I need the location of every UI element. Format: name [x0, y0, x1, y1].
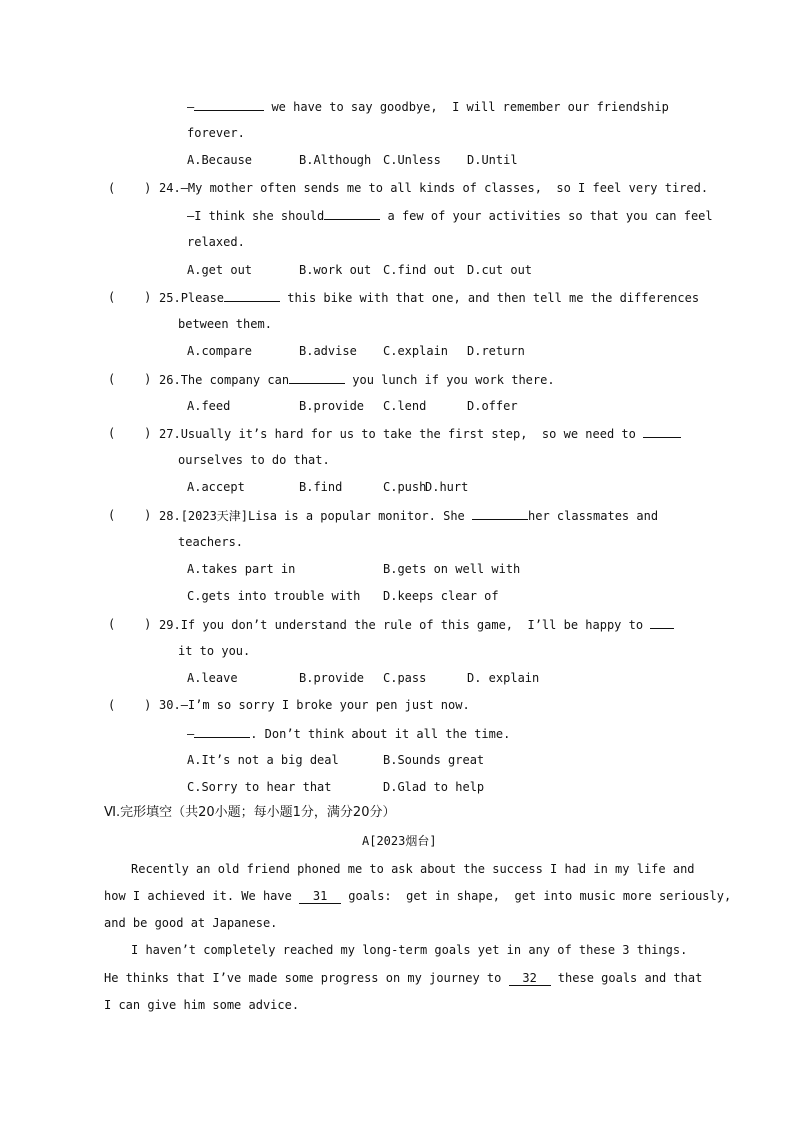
answer-bracket[interactable]: ( ) — [108, 181, 152, 195]
passage-line: and be good at Japanese. — [104, 916, 278, 930]
answer-bracket[interactable]: ( ) — [108, 426, 152, 440]
option-a: A.feed — [187, 399, 231, 413]
option-d: D.cut out — [467, 263, 533, 277]
option-a: A.leave — [187, 671, 238, 685]
q25-line2: between them. — [178, 317, 272, 331]
q23-dash: — — [187, 100, 195, 114]
q25-line1: 25.Please this bike with that one, and then tell me the differences — [159, 291, 700, 305]
cloze-blank-32[interactable]: 32 — [509, 971, 551, 986]
option-a: A.takes part in — [187, 562, 296, 576]
option-d: D. explain — [467, 671, 540, 685]
option-c: C.Sorry to hear that — [187, 780, 332, 794]
passage-line: He thinks that I’ve made some progress on my journey to 32 these goals and that — [104, 971, 703, 985]
option-c: C.push — [383, 480, 427, 494]
q27-line2: ourselves to do that. — [178, 453, 330, 467]
passage-line: how I achieved it. We have 31 goals: get in shape, get into music more seriously, — [104, 889, 732, 903]
option-a: A.accept — [187, 480, 245, 494]
answer-bracket[interactable]: ( ) — [108, 508, 152, 522]
option-a: A.It’s not a big deal — [187, 753, 339, 767]
option-b: B.Although — [299, 153, 372, 167]
q23-line2: forever. — [187, 126, 245, 140]
answer-bracket[interactable]: ( ) — [108, 698, 152, 712]
option-d: D.keeps clear of — [383, 589, 499, 603]
section-title: Ⅵ.完形填空（共20小题；每小题1分，满分20分） — [104, 805, 396, 820]
option-a: A.Because — [187, 153, 253, 167]
answer-blank — [650, 616, 674, 629]
q24-line1: 24.—My mother often sends me to all kinds of classes, so I feel very tired. — [159, 181, 709, 195]
question-number: 28. — [159, 509, 181, 523]
question-number: 29. — [159, 618, 181, 632]
answer-blank — [643, 425, 681, 438]
passage-line: I can give him some advice. — [104, 998, 300, 1012]
answer-blank — [324, 207, 380, 220]
answer-bracket[interactable]: ( ) — [108, 372, 152, 386]
q24-line2: —I think she should a few of your activities so that you can feel — [187, 209, 713, 223]
option-c: C.pass — [383, 671, 427, 685]
option-b: B.Sounds great — [383, 753, 485, 767]
option-d: D.offer — [467, 399, 518, 413]
question-number: 27. — [159, 427, 181, 441]
option-b: B.provide — [299, 671, 365, 685]
option-a: A.compare — [187, 344, 253, 358]
answer-bracket[interactable]: ( ) — [108, 617, 152, 631]
option-c: C.lend — [383, 399, 427, 413]
option-d: D.Until — [467, 153, 518, 167]
cloze-blank-31[interactable]: 31 — [299, 889, 341, 904]
option-d: D.Glad to help — [383, 780, 485, 794]
q28-line1: 28.[2023天津]Lisa is a popular monitor. She her classmates and — [159, 509, 659, 523]
option-b: B.provide — [299, 399, 365, 413]
passage-line: Recently an old friend phoned me to ask about the success I had in my life and — [131, 862, 695, 876]
answer-blank — [224, 289, 280, 302]
q28-line2: teachers. — [178, 535, 244, 549]
q23-line1 — [187, 98, 669, 115]
answer-blank — [289, 371, 345, 384]
answer-bracket[interactable]: ( ) — [108, 290, 152, 304]
q27-line1: 27.Usually it’s hard for us to take the first step, so we need to — [159, 425, 681, 442]
question-number: 24. — [159, 181, 181, 195]
q29-line1: 29.If you don’t understand the rule of this game, I’ll be happy to — [159, 616, 674, 633]
option-b: B.work out — [299, 263, 372, 277]
question-number: 30. — [159, 698, 181, 712]
answer-blank — [194, 98, 264, 111]
option-c: C.gets into trouble with — [187, 589, 361, 603]
q24-line3: relaxed. — [187, 235, 245, 249]
option-c: C.Unless — [383, 153, 441, 167]
q23-text: we have to say goodbye, I will remember our friendship — [264, 100, 669, 114]
option-d: D.hurt — [425, 480, 469, 494]
option-d: D.return — [467, 344, 525, 358]
option-a: A.get out — [187, 263, 253, 277]
passage-line: I haven’t completely reached my long-term goals yet in any of these 3 things. — [131, 943, 688, 957]
option-b: B.gets on well with — [383, 562, 521, 576]
option-b: B.find — [299, 480, 343, 494]
question-number: 26. — [159, 373, 181, 387]
question-number: 25. — [159, 291, 181, 305]
q30-line1: 30.—I’m so sorry I broke your pen just now. — [159, 698, 470, 712]
option-b: B.advise — [299, 344, 357, 358]
answer-blank — [194, 725, 250, 738]
q30-line2: — . Don’t think about it all the time. — [187, 727, 511, 741]
passage-source: A[2023烟台] — [362, 834, 437, 848]
answer-blank — [472, 507, 528, 520]
q26-line1: 26.The company can you lunch if you work there. — [159, 373, 555, 387]
q29-line2: it to you. — [178, 644, 251, 658]
option-c: C.explain — [383, 344, 449, 358]
option-c: C.find out — [383, 263, 456, 277]
